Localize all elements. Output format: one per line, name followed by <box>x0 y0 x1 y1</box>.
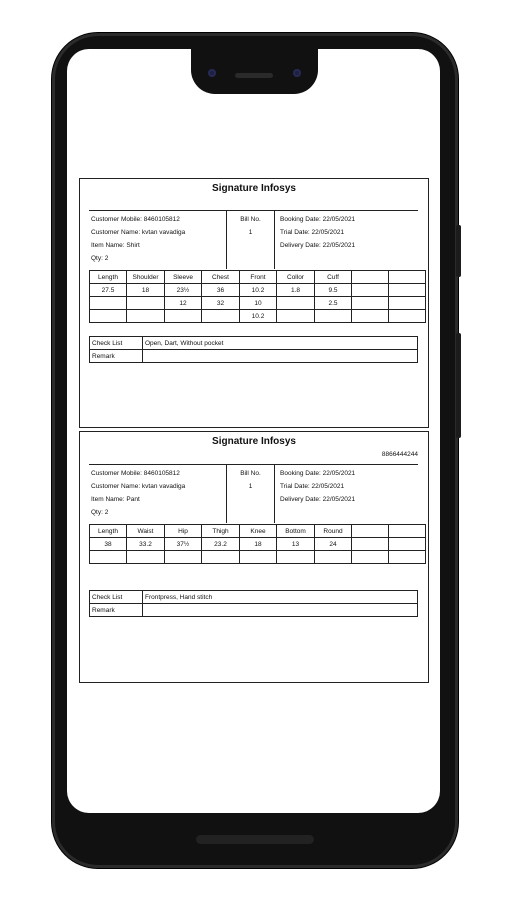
bill-no-label: Bill No. <box>240 470 261 477</box>
measurement-cell <box>315 551 352 564</box>
measurement-cell: 10 <box>240 297 277 310</box>
bill-info <box>89 210 418 269</box>
measurement-cell <box>352 538 389 551</box>
customer-name: Customer Name: kvtan vavadiga <box>91 483 186 490</box>
remark-value <box>143 604 418 617</box>
measurement-cell <box>352 551 389 564</box>
measurement-header-cell: Front <box>240 271 277 284</box>
trial-date: Trial Date: 22/05/2021 <box>280 229 345 236</box>
measurement-cell: 12 <box>165 297 202 310</box>
measurement-header-cell: Shoulder <box>127 271 165 284</box>
measurement-cell <box>202 551 240 564</box>
measurement-header-cell: Cuff <box>315 271 352 284</box>
checklist-row <box>90 337 418 350</box>
remark-label: Remark <box>90 350 143 363</box>
measurement-cell <box>127 297 165 310</box>
measurement-cell: 38 <box>90 538 127 551</box>
bill-no-value: 1 <box>248 483 253 490</box>
phone-bottom-bar <box>196 835 314 844</box>
measurement-cell <box>165 310 202 323</box>
measurement-cell: 24 <box>315 538 352 551</box>
quantity: Qty: 2 <box>91 255 109 262</box>
measurement-header-cell: Thigh <box>202 525 240 538</box>
measurement-cell <box>277 310 315 323</box>
measurement-cell: 36 <box>202 284 240 297</box>
bill-card <box>79 431 429 683</box>
measurement-header-cell: Collor <box>277 271 315 284</box>
customer-mobile: Customer Mobile: 8460105812 <box>91 216 180 223</box>
measurement-cell: 27.5 <box>90 284 127 297</box>
measurement-row <box>90 297 426 310</box>
measurement-cell <box>389 284 426 297</box>
measurement-cell <box>202 310 240 323</box>
phone-volume-button <box>456 333 461 438</box>
measurement-header-cell <box>389 525 426 538</box>
checklist-table <box>89 590 418 617</box>
front-sensor-icon <box>293 69 301 77</box>
remark-row <box>90 350 418 363</box>
check-list-label: Check List <box>90 591 143 604</box>
measurement-cell <box>277 551 315 564</box>
bill-card <box>79 178 429 428</box>
check-list-value: Open, Dart, Without pocket <box>143 337 418 350</box>
measurement-table <box>89 270 426 323</box>
measurement-header-cell <box>389 271 426 284</box>
measurement-cell: 2.5 <box>315 297 352 310</box>
delivery-date: Delivery Date: 22/05/2021 <box>280 496 356 503</box>
remark-row <box>90 604 418 617</box>
bill-title: Signature Infosys <box>212 183 296 194</box>
bill-no-label: Bill No. <box>240 216 261 223</box>
booking-date: Booking Date: 22/05/2021 <box>280 216 356 223</box>
measurement-cell: 10.2 <box>240 310 277 323</box>
quantity: Qty: 2 <box>91 509 109 516</box>
booking-date: Booking Date: 22/05/2021 <box>280 470 356 477</box>
measurement-header-cell: Round <box>315 525 352 538</box>
measurement-header-cell: Knee <box>240 525 277 538</box>
measurement-cell <box>352 310 389 323</box>
measurement-cell: 18 <box>127 284 165 297</box>
measurement-cell <box>240 551 277 564</box>
measurement-cell: 32 <box>202 297 240 310</box>
trial-date: Trial Date: 22/05/2021 <box>280 483 345 490</box>
shop-phone: 8866444244 <box>381 451 418 458</box>
measurement-cell <box>389 310 426 323</box>
measurement-header-cell: Waist <box>127 525 165 538</box>
measurement-cell <box>165 551 202 564</box>
measurement-cell: 37½ <box>165 538 202 551</box>
check-list-label: Check List <box>90 337 143 350</box>
phone-power-button <box>456 225 461 277</box>
measurement-cell: 10.2 <box>240 284 277 297</box>
measurement-cell <box>389 297 426 310</box>
measurement-header-cell: Length <box>90 525 127 538</box>
remark-value <box>143 350 418 363</box>
measurement-cell: 18 <box>240 538 277 551</box>
measurement-header-row <box>90 525 426 538</box>
measurement-cell: 23½ <box>165 284 202 297</box>
bill-info <box>89 464 418 523</box>
delivery-date: Delivery Date: 22/05/2021 <box>280 242 356 249</box>
measurement-cell: 1.8 <box>277 284 315 297</box>
measurement-cell <box>389 551 426 564</box>
measurement-cell <box>127 551 165 564</box>
earpiece-speaker <box>235 73 273 78</box>
measurement-cell <box>315 310 352 323</box>
customer-mobile: Customer Mobile: 8460105812 <box>91 470 180 477</box>
measurement-row <box>90 551 426 564</box>
measurement-cell <box>352 284 389 297</box>
measurement-table <box>89 524 426 564</box>
measurement-header-cell: Bottom <box>277 525 315 538</box>
measurement-cell <box>127 310 165 323</box>
measurement-header-cell: Chest <box>202 271 240 284</box>
measurement-header-cell: Hip <box>165 525 202 538</box>
measurement-cell <box>90 551 127 564</box>
measurement-cell: 33.2 <box>127 538 165 551</box>
measurement-cell <box>90 310 127 323</box>
measurement-header-row <box>90 271 426 284</box>
item-name: Item Name: Shirt <box>91 242 140 249</box>
item-name: Item Name: Pant <box>91 496 140 503</box>
measurement-row <box>90 538 426 551</box>
measurement-header-cell <box>352 271 389 284</box>
measurement-row <box>90 284 426 297</box>
measurement-cell <box>90 297 127 310</box>
customer-name: Customer Name: kvtan vavadiga <box>91 229 186 236</box>
measurement-cell: 23.2 <box>202 538 240 551</box>
front-camera-icon <box>208 69 216 77</box>
bill-no-value: 1 <box>248 229 253 236</box>
measurement-cell <box>352 297 389 310</box>
measurement-row <box>90 310 426 323</box>
bill-title: Signature Infosys <box>212 436 296 447</box>
measurement-header-cell <box>352 525 389 538</box>
checklist-row <box>90 591 418 604</box>
measurement-cell <box>389 538 426 551</box>
measurement-cell: 13 <box>277 538 315 551</box>
remark-label: Remark <box>90 604 143 617</box>
measurement-header-cell: Sleeve <box>165 271 202 284</box>
checklist-table <box>89 336 418 363</box>
measurement-header-cell: Length <box>90 271 127 284</box>
measurement-cell <box>277 297 315 310</box>
measurement-cell: 9.5 <box>315 284 352 297</box>
check-list-value: Frontpress, Hand stitch <box>143 591 418 604</box>
